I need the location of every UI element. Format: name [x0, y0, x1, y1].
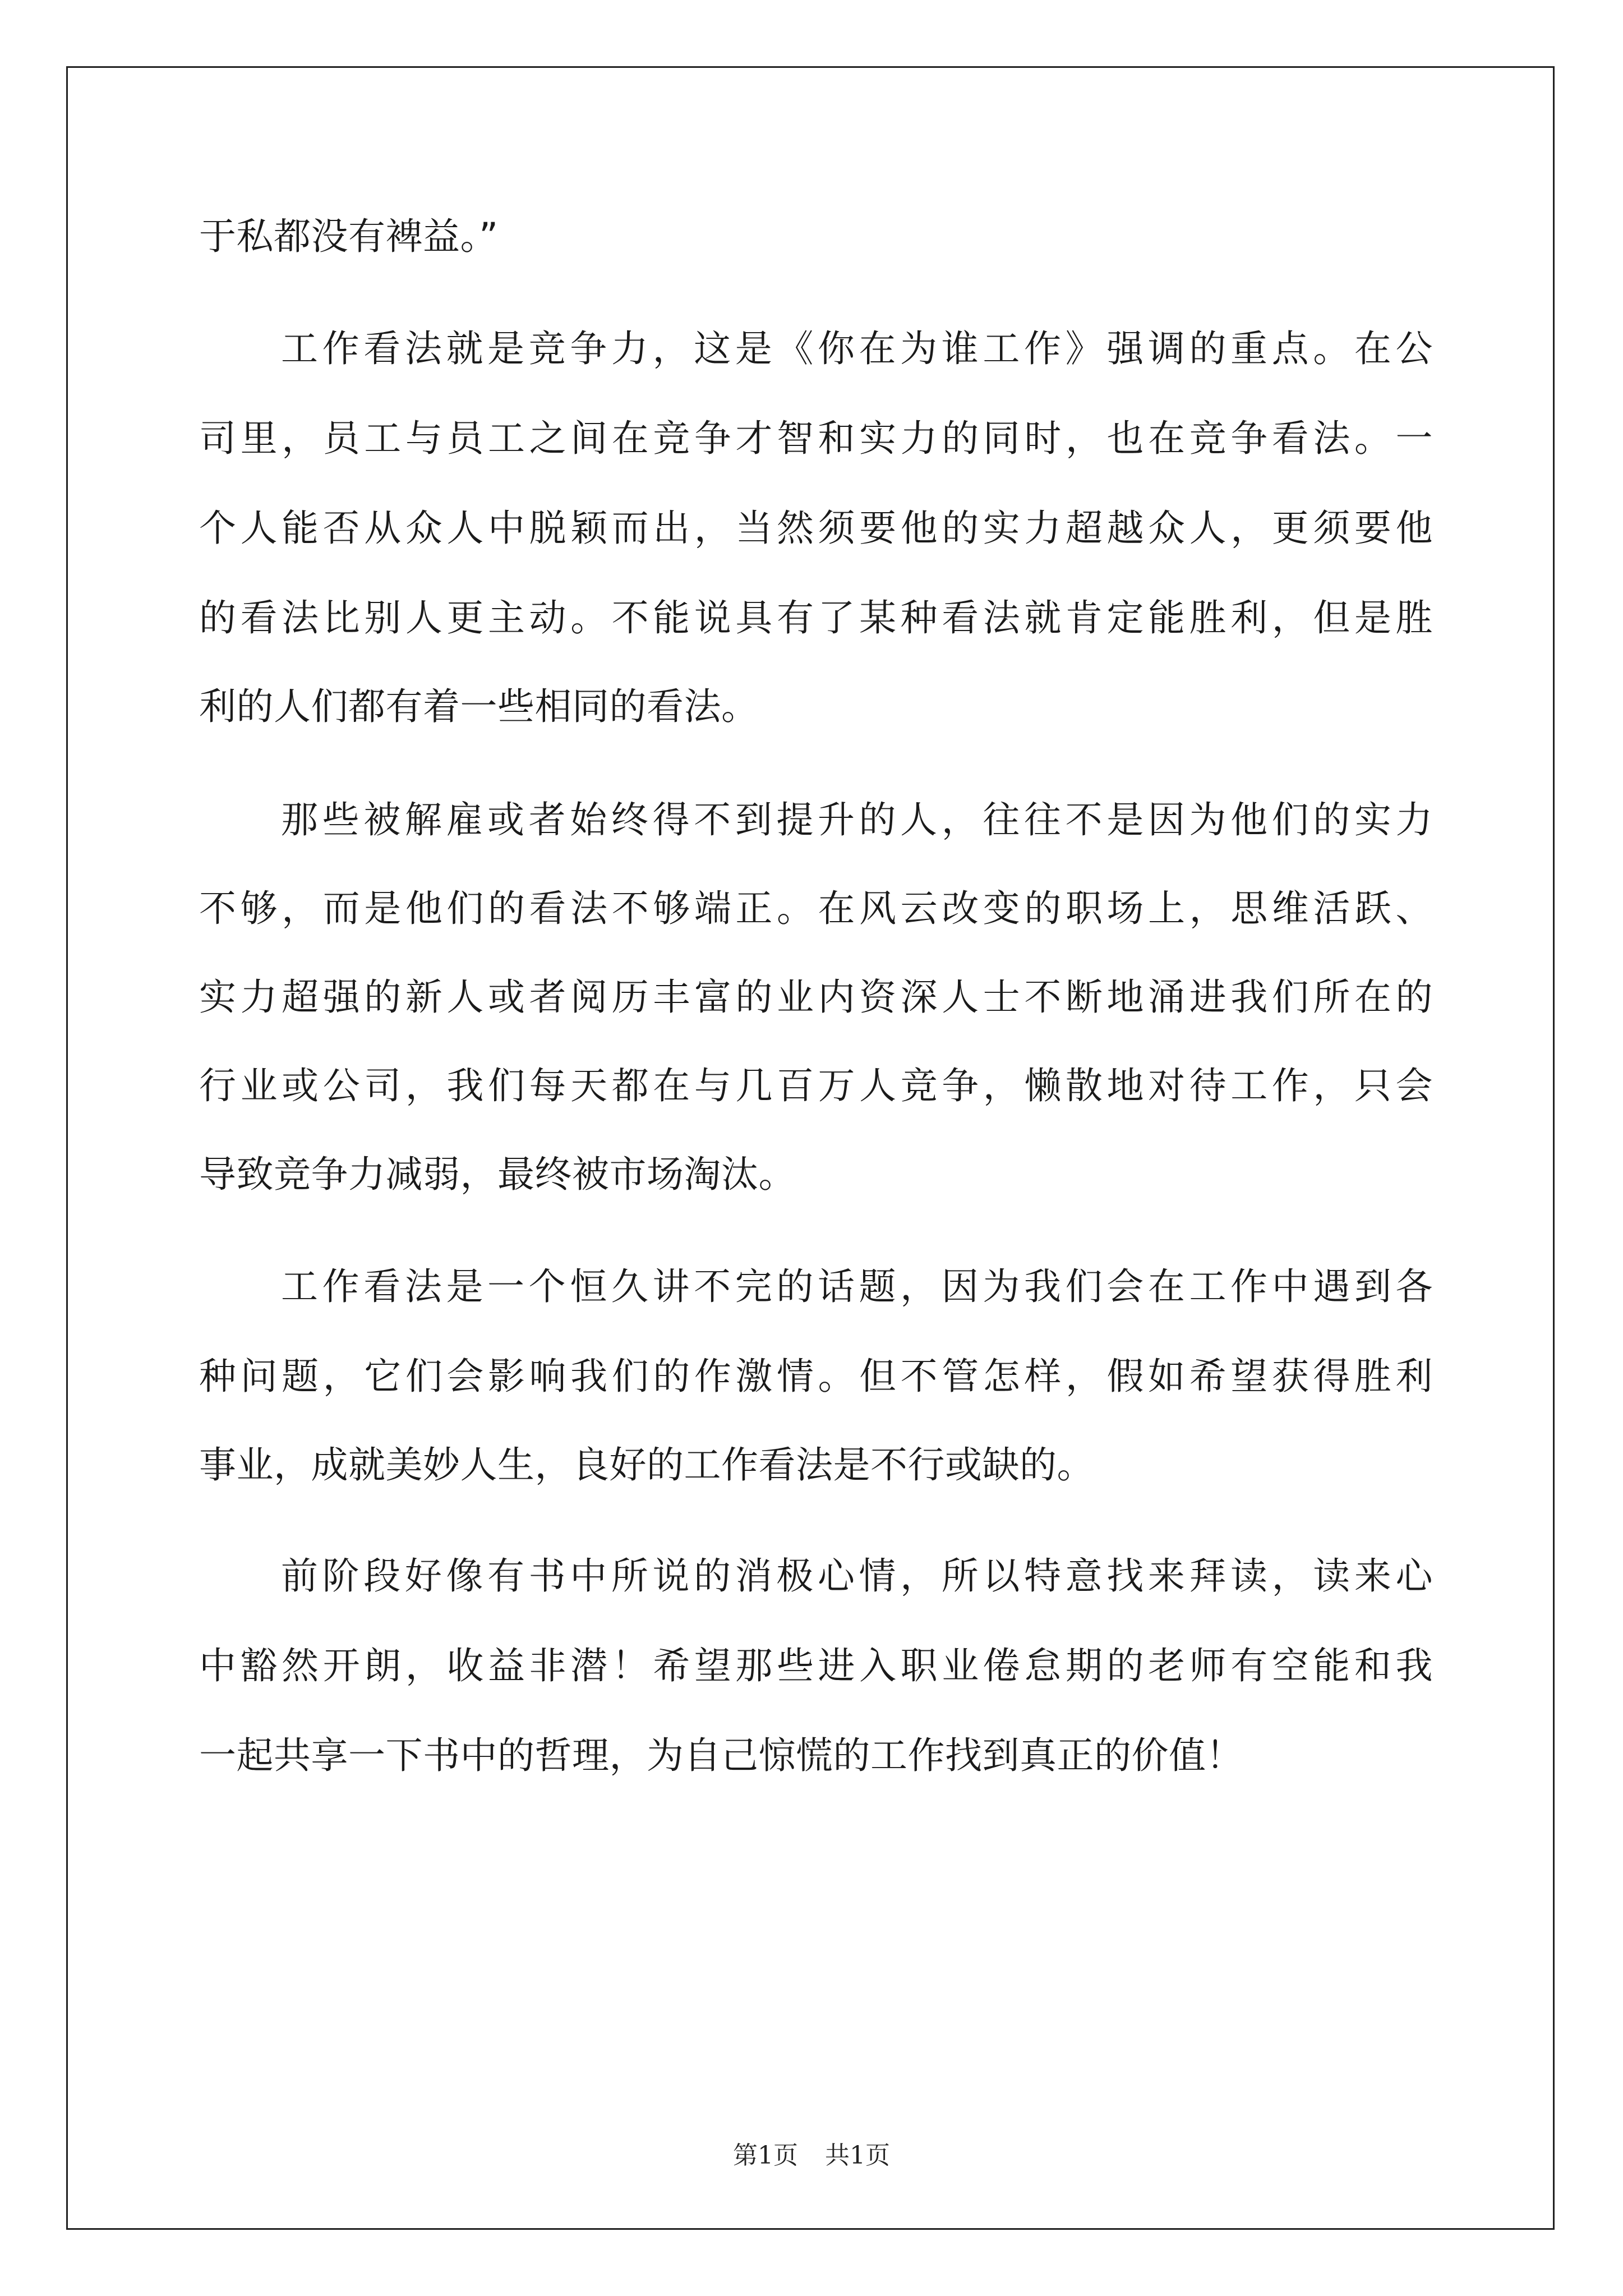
- page-total: 共1页: [825, 2141, 890, 2170]
- text-line: 种问题，它们会影响我们的作激情。但不管怎样，假如希望获得胜利: [199, 1355, 1433, 1398]
- page-number: 第1页: [733, 2141, 798, 2170]
- text-line: 利的人们都有着一些相同的看法。: [199, 685, 759, 728]
- text-line: 行业或公司，我们每天都在与几百万人竞争，懒散地对待工作，只会: [199, 1064, 1433, 1107]
- text-line: 实力超强的新人或者阅历丰富的业内资深人士不断地涌进我们所在的: [199, 976, 1433, 1019]
- text-line: 于私都没有裨益。”: [199, 215, 499, 258]
- text-line: 不够，而是他们的看法不够端正。在风云改变的职场上，思维活跃、: [199, 887, 1433, 930]
- text-line: 中豁然开朗，收益非潜！希望那些进入职业倦怠期的老师有空能和我: [199, 1644, 1433, 1687]
- text-line: 那些被解雇或者始终得不到提升的人，往往不是因为他们的实力: [281, 798, 1433, 841]
- text-line: 前阶段好像有书中所说的消极心情，所以特意找来拜读，读来心: [281, 1554, 1433, 1598]
- text-line: 司里，员工与员工之间在竞争才智和实力的同时，也在竞争看法。一: [199, 417, 1433, 460]
- page-footer: [0, 2139, 1623, 2173]
- text-line: 工作看法是一个恒久讲不完的话题，因为我们会在工作中遇到各: [281, 1265, 1433, 1308]
- text-line: 的看法比别人更主动。不能说具有了某种看法就肯定能胜利，但是胜: [199, 596, 1433, 639]
- text-line: 工作看法就是竞争力，这是《你在为谁工作》强调的重点。在公: [281, 327, 1433, 370]
- text-line: 个人能否从众人中脱颖而出，当然须要他的实力超越众人，更须要他: [199, 507, 1433, 550]
- text-line: 导致竞争力减弱，最终被市场淘汰。: [199, 1153, 796, 1196]
- text-line: 事业，成就美妙人生，良好的工作看法是不行或缺的。: [199, 1443, 1094, 1487]
- text-line: 一起共享一下书中的哲理，为自己惊慌的工作找到真正的价值！: [199, 1734, 1243, 1777]
